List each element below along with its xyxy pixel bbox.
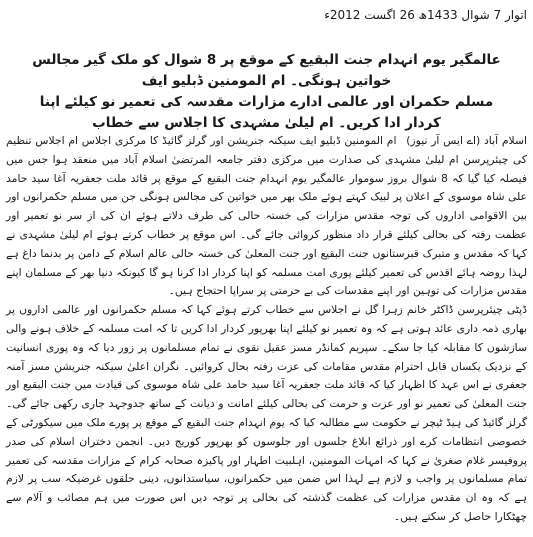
date-line: اتوار 7 شوال 1433ھ 26 اگست 2012ء xyxy=(324,8,527,22)
article-paragraph-2: ڈپٹی چیئرپرسن ڈاکٹر خانم زہرا گل نے اجلاس سے خطاب کرتے ہوئے کہا کہ مسلم حکمرانوں اور عالمی اداروں پر بھاری ذمہ داری عائد ہوتی ہے کہ وہ تعمیر نو کیلئے اپنا بھرپور کردار ادا کریں تا کہ امت مسلمہ کے خلاف ہونے والی سازشوں کا مقابلہ کیا جا سکے۔ سپریم کمانڈر مسز عقیل نقوی نے تمام مسلمانوں پر زور دیا کہ وہ پوری انسانیت کے نزدیک یکساں قابل احترام مقدس مقامات کی عزت رفتہ بحال کروائیں۔ نگران اعلیٰ سیکنہ جنریشن مسز آمنہ جعفری نے اس عہد کا اظہار کیا کہ قائد ملت جعفریہ آغا سید حامد علی شاہ موسوی کی قیادت میں جنت البقیع اور جنت المعلیٰ کی تعمیر نو اور عزت و حرمت کی بحالی کیلئے امانت و دیانت کے ساتھ جدوجہد جاری رکھی جائے گی۔ گرلز گائیڈ کی ہیڈ ٹیچر نے حکومت سے مطالبہ کیا کہ یوم انہدام جنت البقیع کے موقع پر پورے ملک میں سیکورٹی کے خصوصی انتظامات کرے اور ذرائع ابلاغ جلسوں اور جلوسوں کو بھرپور کوریج دیں۔ انجمن دختران اسلام کی صدر پروفیسر غلام صغریٰ نے کہا کہ امہات المومنین، اہلبیت اطہار اور پاکیزہ صحابہ کرام کے مزارات مقدسہ کی تعمیر تمام مسلمانوں پر واجب و لازم ہے لہذا اس ضمن میں حکمرانوں، سیاستدانوں، دینی حلقوں غرضیکہ سب پر لازم ہے کہ وہ ان مقدس مزارات کی عظمت گذشتہ کی بحالی پر توجہ دیں اس صورت میں ہم مصائب و آلام سے چھٹکارا حاصل کر سکتے ہیں۔ xyxy=(6,303,527,523)
headline-line-2: مسلم حکمران اور عالمی ادارے مزارات مقدسہ کی تعمیر نو کیلئے اپنا کردار ادا کریں۔ ام لیلیٰ مشہدی کا اجلاس سے خطاب xyxy=(39,94,494,131)
article-paragraph-1-text: ام المومنین ڈبلیو ایف سیکنہ جنریشن اور گرلز گائیڈ کا مرکزی اجلاس ام اجلاس تنظیم کی چیئرپرسن ام لیلیٰ مشہدی کی صدارت میں مرکزی دفتر جامعہ المرتضیٰ اسلام آباد میں منعقد ہوا جس میں فیصلہ کیا گیا کہ 8 شوال بروز سوموار عالمگیر یوم انہدام جنت البقیع کے موقع پر قائد ملت جعفریہ آغا سید حامد علی شاہ موسوی کے اعلان پر لبیک کہتے ہوئے ملک بھر میں خواتین کی مجالس ہونگی جن میں مسلم حکمرانوں اور بین الاقوامی اداروں کی توجہ مقدس مزارات کی خستہ حالی کی طرف دلاتے ہوئے ان کی از سر نو تعمیر اور عظمت رفتہ کی بحالی کیلئے قرار داد منظور کروائی جائے گی۔ اس موقع پر خطاب کرتے ہوئے ام لیلیٰ مشہدی نے کہا کہ مقدس و متبرک قبرستانوں جنت البقیع اور جنت المعلیٰ کی خستہ حالی عالم اسلام کے دامن پر بدنما داغ ہے لہذا روضہ ہائے اقدس کی تعمیر کیلئے پوری امت مسلمہ کو اپنا کردار ادا کرنا ہو گا کیونکہ دنیا بھر کے مسلمان اپنے مقدس مزارات کی توہین اور اپنے مقدسات کی بے حرمتی پر سراپا احتجاج ہیں۔ xyxy=(6,134,527,298)
article-dateline: اسلام آباد (اے ایس آر نیوز) xyxy=(406,134,527,147)
headline-line-1: عالمگیر یوم انہدام جنت البقیع کے موقع پر 8 شوال کو ملک گیر مجالس خواتین ہونگی۔ ام المومنین ڈبلیو ایف xyxy=(32,52,501,89)
article-paragraph-1 xyxy=(6,132,527,301)
article-body xyxy=(6,132,527,527)
headline xyxy=(30,50,503,134)
